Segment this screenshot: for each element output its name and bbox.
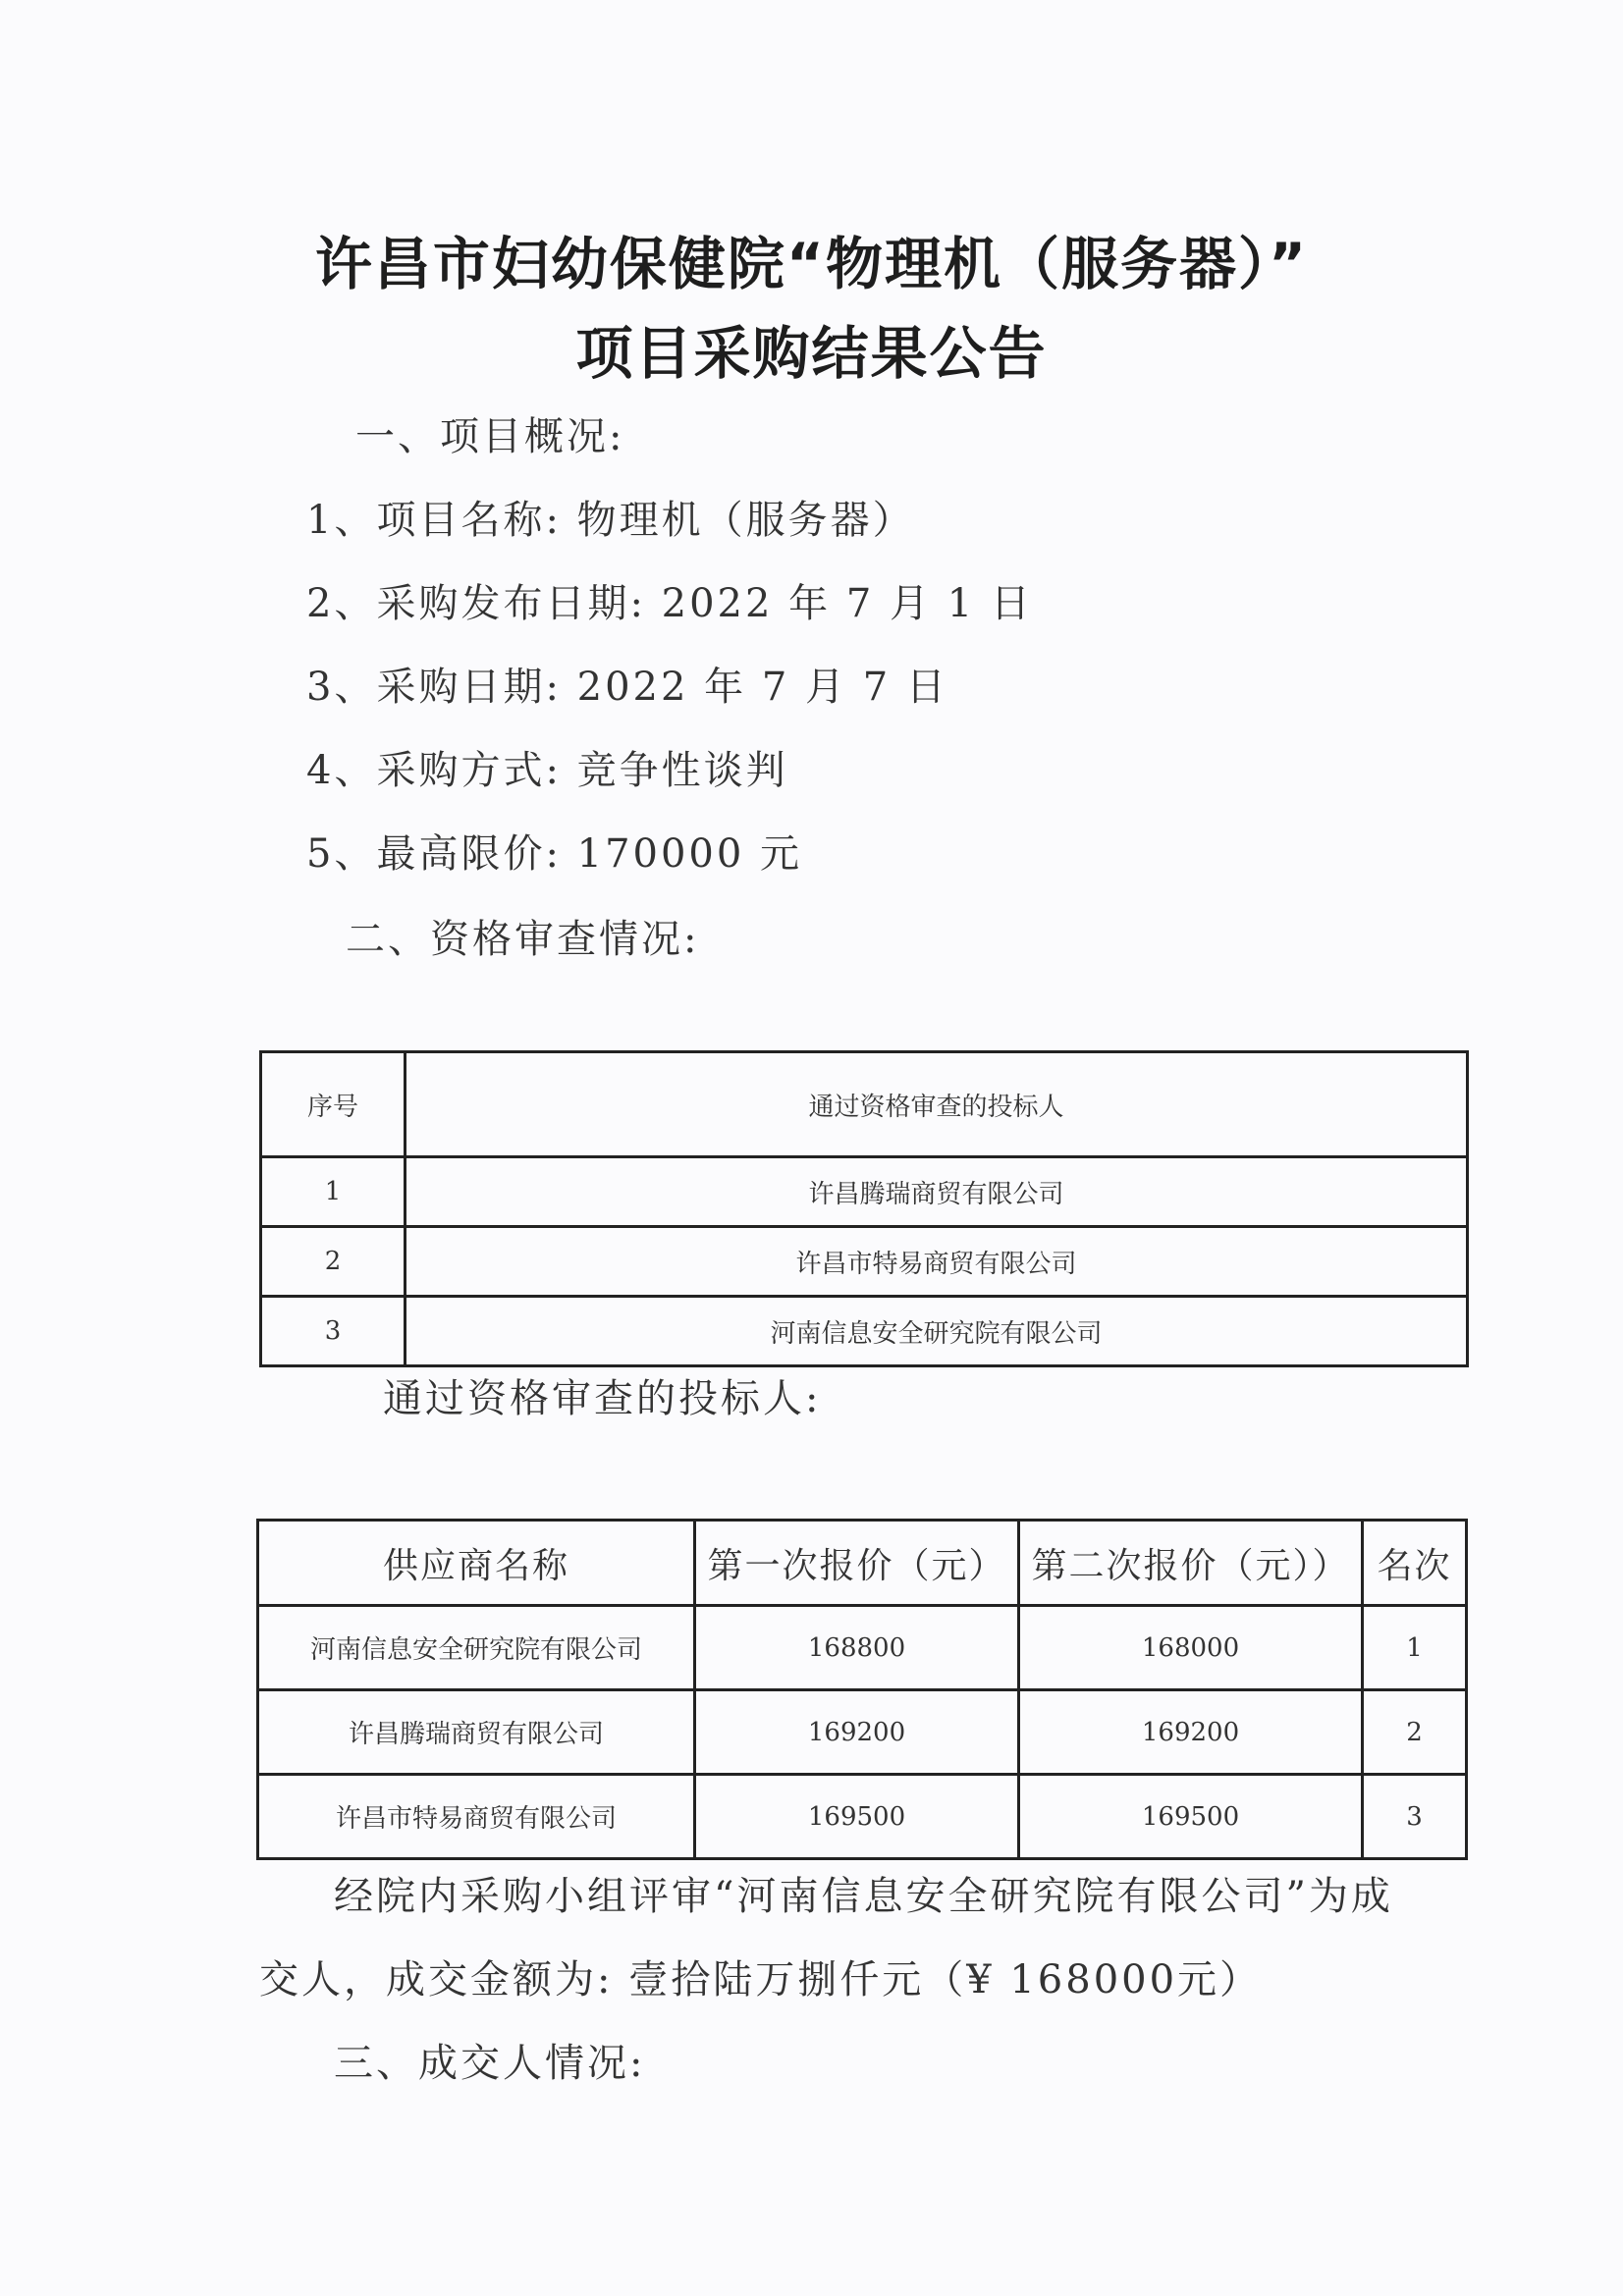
bidder-cell: 河南信息安全研究院有限公司 (406, 1297, 1468, 1366)
table-row (258, 1606, 1467, 1690)
price-table (256, 1519, 1468, 1860)
header-rank: 名次 (1363, 1521, 1467, 1606)
table-row (258, 1775, 1467, 1859)
header-serial: 序号 (261, 1052, 406, 1157)
serial-cell: 3 (261, 1297, 406, 1366)
table-header-row (258, 1521, 1467, 1606)
supplier-cell: 许昌市特易商贸有限公司 (258, 1775, 695, 1859)
serial-cell: 1 (261, 1157, 406, 1227)
first-quote-cell: 168800 (695, 1606, 1019, 1690)
qualification-table (259, 1050, 1469, 1367)
rank-cell: 1 (1363, 1606, 1467, 1690)
rank-cell: 2 (1363, 1690, 1467, 1775)
item-purchase-method: 4、采购方式: 竞争性谈判 (306, 748, 788, 793)
supplier-cell: 许昌腾瑞商贸有限公司 (258, 1690, 695, 1775)
title-line-1: 许昌市妇幼保健院“物理机（服务器）” (314, 231, 1309, 297)
conclusion-line-1: 经院内采购小组评审“河南信息安全研究院有限公司”为成 (334, 1874, 1393, 1919)
section-3-heading: 三、成交人情况: (334, 2041, 646, 2086)
table-header-row (261, 1052, 1468, 1157)
section-1-heading: 一、项目概况: (355, 414, 625, 459)
first-quote-cell: 169500 (695, 1775, 1019, 1859)
item-publish-date: 2、采购发布日期: 2022 年 7 月 1 日 (306, 581, 1033, 626)
header-first-quote: 第一次报价（元） (695, 1521, 1019, 1606)
table-row (261, 1227, 1468, 1297)
item-project-name: 1、项目名称: 物理机（服务器） (306, 498, 915, 543)
rank-cell: 3 (1363, 1775, 1467, 1859)
second-quote-cell: 169200 (1019, 1690, 1363, 1775)
table-row (261, 1297, 1468, 1366)
bidder-cell: 许昌腾瑞商贸有限公司 (406, 1157, 1468, 1227)
supplier-cell: 河南信息安全研究院有限公司 (258, 1606, 695, 1690)
serial-cell: 2 (261, 1227, 406, 1297)
header-supplier: 供应商名称 (258, 1521, 695, 1606)
bidders-label: 通过资格审查的投标人: (383, 1376, 822, 1421)
second-quote-cell: 168000 (1019, 1606, 1363, 1690)
first-quote-cell: 169200 (695, 1690, 1019, 1775)
header-second-quote: 第二次报价（元）） (1019, 1521, 1363, 1606)
item-purchase-date: 3、采购日期: 2022 年 7 月 7 日 (306, 665, 948, 710)
second-quote-cell: 169500 (1019, 1775, 1363, 1859)
table-row (261, 1157, 1468, 1227)
header-bidder: 通过资格审查的投标人 (406, 1052, 1468, 1157)
item-max-price: 5、最高限价: 170000 元 (306, 831, 803, 877)
title-line-2: 项目采购结果公告 (575, 320, 1048, 387)
conclusion-line-2: 交人，成交金额为: 壹拾陆万捌仟元（¥ 168000元） (259, 1957, 1263, 2002)
table-row (258, 1690, 1467, 1775)
section-2-heading: 二、资格审查情况: (346, 917, 700, 962)
bidder-cell: 许昌市特易商贸有限公司 (406, 1227, 1468, 1297)
